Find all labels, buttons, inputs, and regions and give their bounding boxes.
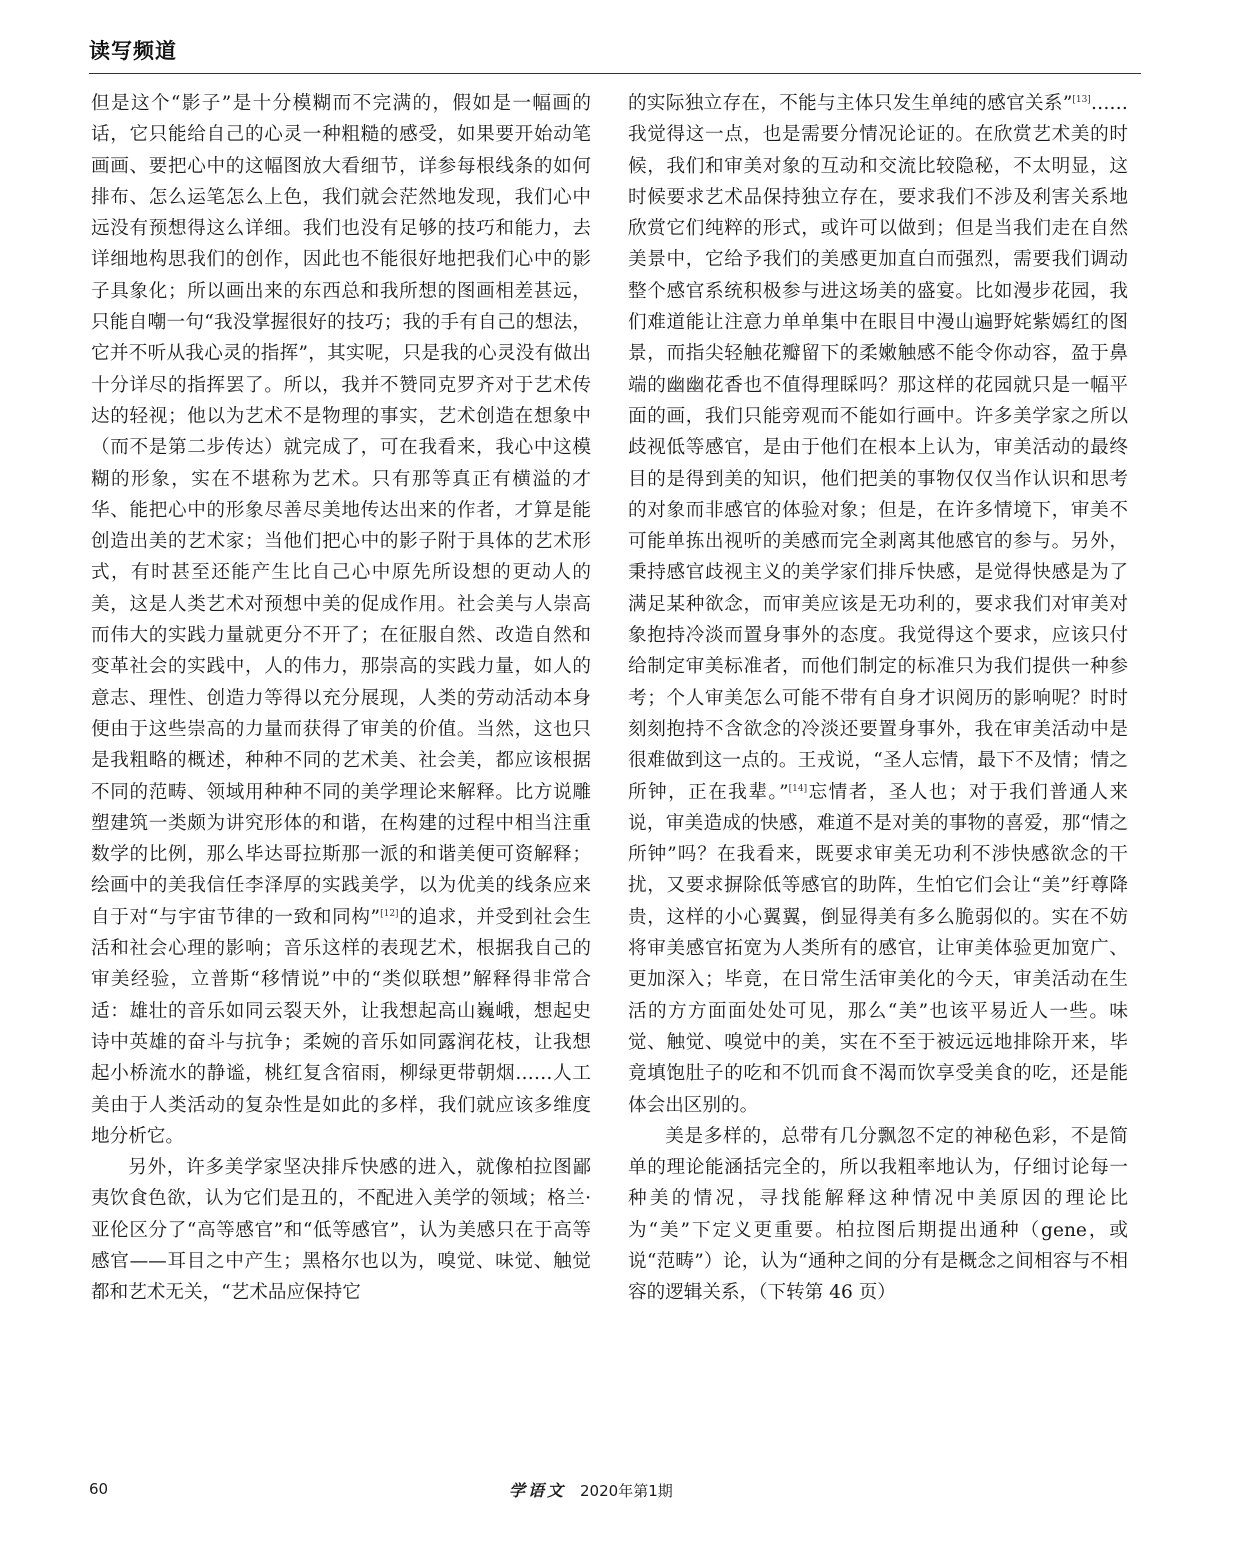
paragraph — [91, 88, 591, 1152]
right-column — [628, 88, 1128, 1448]
paragraph: 美是多样的，总带有几分飘忽不定的神秘色彩，不是简单的理论能涵括完全的，所以我粗率地认为，仔细讨论每一种美的情况，寻找能解释这种情况中美原因的理论比为“美”下定义更重要。柏拉图后期提出通种（gene，或说“范畴”）论，认为“通种之间的分有是概念之间相容与不相容的逻辑关系，（下转第 46 页） — [628, 1125, 1128, 1304]
paragraph-text: 的实际独立存在，不能与主体只发生单纯的感官关系” — [628, 93, 1073, 114]
page-number: 60 — [89, 1480, 109, 1498]
journal-info — [509, 1478, 673, 1501]
paragraph-text: ……我觉得这一点，也是需要分情况论证的。在欣赏艺术美的时候，我们和审美对象的互动和交流比较隐秘，不太明显，这时候要求艺术品保持独立存在，要求我们不涉及利害关系地欣赏它们纯粹的形式，或许可以做到；但是当我们走在自然美景中，它给予我们的美感更加直白而强烈，需要我们调动整个感官系统积极参与进这场美的盛宴。比如漫步花园，我们难道能让注意力单单集中在眼目中漫山遍野姹紫嫣红的图景，而指尖轻触花瓣留下的柔嫩触感不能令你动容，盈于鼻端的幽幽花香也不值得理睬吗？那这样的花园就只是一幅平面的画，我们只能旁观而不能如行画中。许多美学家之所以歧视低等感官，是由于他们在根本上认为，审美活动的最终目的是得到美的知识，他们把美的事物仅仅当作认识和思考的对象而非感官的体验对象；但是，在许多情境下，审美不可能单拣出视听的美感而完全剥离其他感官的参与。另外，秉持感官歧视主义的美学家们排斥快感，是觉得快感是为了满足某种欲念，而审美应该是无功利的，要求我们对审美对象抱持冷淡而置身事外的态度。我觉得这个要求，应该只付给制定审美标准者，而他们制定的标准只为我们提供一种参考；个人审美怎么可能不带有自身才识阅历的影响呢？时时刻刻抱持不含欲念的冷淡还要置身事外，我在审美活动中是很难做到这一点的。王戎说，“圣人忘情，最下不及情；情之所钟，正在我辈。” — [628, 93, 1128, 803]
section-title: 读写频道 — [89, 39, 177, 63]
page-footer — [89, 1478, 1141, 1508]
citation-ref: [13] — [1072, 94, 1091, 105]
paragraph-text: 的追求，并受到社会生活和社会心理的影响；音乐这样的表现艺术，根据我自己的审美经验，立普斯“移情说”中的“类似联想”解释得非常合适：雄壮的音乐如同云裂天外，让我想起高山巍峨，想起史诗中英雄的奋斗与抗争；柔婉的音乐如同露润花枝，让我想起小桥流水的静谧，桃红复含宿雨，柳绿更带朝烟……人工美由于人类活动的复杂性是如此的多样，我们就应该多维度地分析它。 — [91, 906, 591, 1147]
journal-name: 学语文 — [509, 1481, 567, 1500]
citation-ref: [14] — [788, 783, 808, 794]
left-column — [91, 88, 591, 1438]
page-header — [89, 33, 1141, 74]
paragraph-text: 忘情者，圣人也；对于我们普通人来说，审美造成的快感，难道不是对美的事物的喜爱，那“情之所钟”吗？在我看来，既要求审美无功利不涉快感欲念的干扰，又要求摒除低等感官的助阵，生怕它们会让“美”纡尊降贵，这样的小心翼翼，倒显得美有多么脆弱似的。实在不妨将审美感官拓宽为人类所有的感官，让审美体验更加宽广、更加深入；毕竟，在日常生活审美化的今天，审美活动在生活的方方面面处处可见，那么“美”也该平易近人一些。味觉、触觉、嗅觉中的美，实在不至于被远远地排除开来，毕竟填饱肚子的吃和不饥而食不渴而饮享受美食的吃，还是能体会出区别的。 — [628, 781, 1128, 1116]
paragraph-text: 但是这个“影子”是十分模糊而不完满的，假如是一幅画的话，它只能给自己的心灵一种粗糙的感受，如果要开始动笔画画、要把心中的这幅图放大看细节，详参每根线条的如何排布、怎么运笔怎么上色，我们就会茫然地发现，我们心中远没有预想得这么详细。我们也没有足够的技巧和能力，去详细地构思我们的创作，因此也不能很好地把我们心中的影子具象化；所以画出来的东西总和我所想的图画相差甚远，只能自嘲一句“我没掌握很好的技巧；我的手有自己的想法，它并不听从我心灵的指挥”，其实呢，只是我的心灵没有做出十分详尽的指挥罢了。所以，我并不赞同克罗齐对于艺术传达的轻视；他以为艺术不是物理的事实，艺术创造在想象中（而不是第二步传达）就完成了，可在我看来，我心中这模糊的形象，实在不堪称为艺术。只有那等真正有横溢的才华、能把心中的形象尽善尽美地传达出来的作者，才算是能创造出美的艺术家；当他们把心中的影子附于具体的艺术形式，有时甚至还能产生比自己心中原先所设想的更动人的美，这是人类艺术对预想中美的促成作用。社会美与人崇高而伟大的实践力量就更分不开了；在征服自然、改造自然和变革社会的实践中，人的伟力，那崇高的实践力量，如人的意志、理性、创造力等得以充分展现，人类的劳动活动本身便由于这些崇高的力量而获得了审美的价值。当然，这也只是我粗略的概述，种种不同的艺术美、社会美，都应该根据不同的范畴、领域用种种不同的美学理论来解释。比方说雕塑建筑一类颇为讲究形体的和谐，在构建的过程中相当注重数学的比例，那么毕达哥拉斯那一派的和谐美便可资解释；绘画中的美我信任李泽厚的实践美学，以为优美的线条应来自于对“与宇宙节律的一致和同构” — [91, 93, 591, 928]
citation-ref: [12] — [380, 908, 399, 919]
paragraph — [628, 88, 1128, 1121]
paragraph: 另外，许多美学家坚决排斥快感的进入，就像柏拉图鄙夷饮食色欲，认为它们是丑的，不配进入美学的领域；格兰·亚伦区分了“高等感官”和“低等感官”，认为美感只在于高等感官——耳目之中产生；黑格尔也以为，嗅觉、味觉、触觉都和艺术无关，“艺术品应保持它 — [91, 1157, 591, 1304]
issue-label: 2020年第1期 — [580, 1482, 673, 1500]
